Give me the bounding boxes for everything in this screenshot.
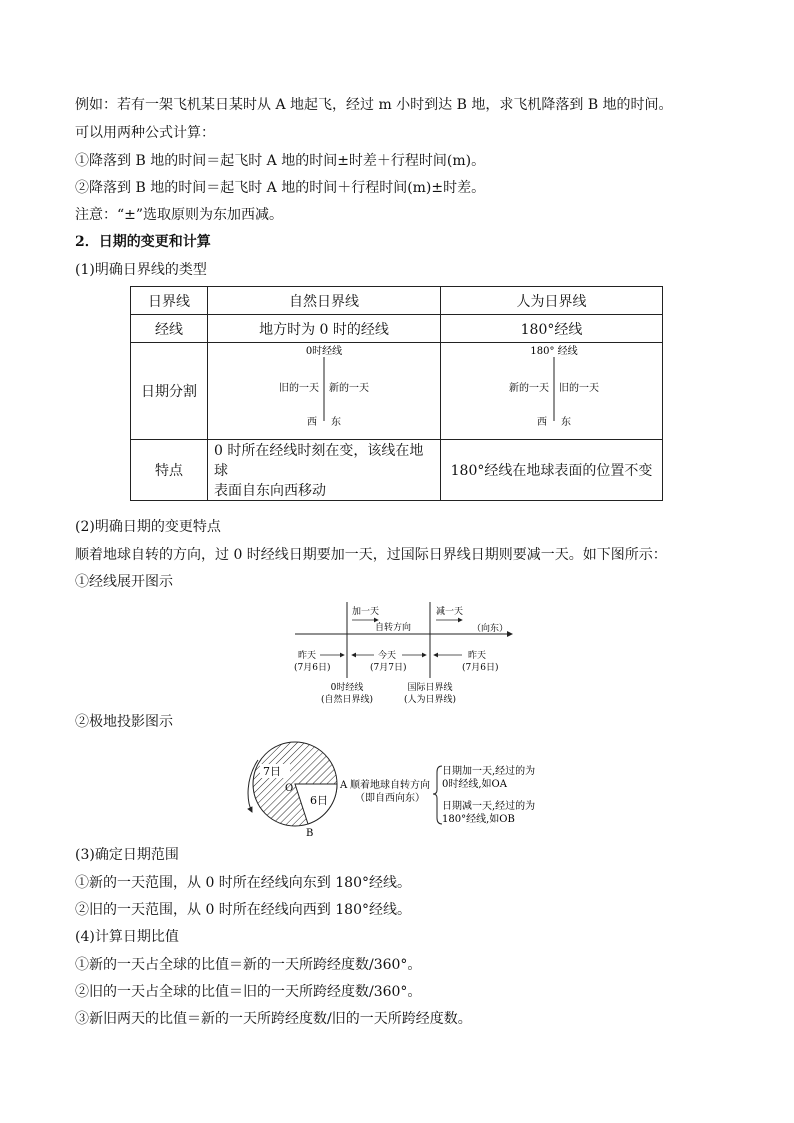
artificial-right-label: 旧的一天 [558,383,599,394]
day-7-label: 7日 [263,765,281,778]
table-cell: 自然日界线 [208,287,441,315]
date-change-text: 顺着地球自转的方向，过 0 时经线日期要加一天，过国际日界线日期则要减一天。如下图所示： [75,547,667,563]
natural-west-label: 西 [307,417,317,428]
feature-natural-line-1: 0 时所在经线时刻在变，该线在地球 [214,443,424,479]
natural-top-label: 0时经线 [305,346,343,357]
today-label: 今天 [378,651,397,661]
artificial-split-svg [444,343,660,435]
range-new-day: ①新的一天范围，从 0 时所在经线向东到 180°经线。 [75,875,411,891]
table-cell: 180°经线在地球表面的位置不变 [441,440,663,501]
table-row [131,315,663,343]
artificial-split-diagram [441,343,663,440]
table-cell [208,440,441,501]
artificial-left-label: 新的一天 [508,383,549,394]
date-left-label: (7月6日) [294,663,331,673]
day-6-label: 6日 [310,794,328,807]
subheading-4: (4)计算日期比值 [75,929,179,945]
section-2-heading: 2．日期的变更和计算 [75,234,211,250]
subtract-day-note-1: 日期减一天,经过的为 [442,801,536,812]
subtract-day-note-2: 180°经线,如OB [442,814,515,825]
natural-split-svg [209,343,439,435]
artificial-west-label: 西 [536,417,547,428]
add-day-note-1: 日期加一天,经过的为 [442,766,536,777]
artificial-top-label: 180° 经线 [529,346,578,357]
range-old-day: ②旧的一天范围，从 0 时所在经线向西到 180°经线。 [75,902,411,918]
table-cell: 日期分割 [131,343,208,440]
ratio-old-day: ②旧的一天占全球的比值＝旧的一天所跨经度数/360°。 [75,984,422,1000]
figure-2-label: ②极地投影图示 [75,714,173,730]
rotation-label: 自转方向 [375,623,412,633]
natural-right-label: 新的一天 [329,383,369,394]
date-mid-label: (7月7日) [370,663,407,673]
date-right-label: (7月6日) [462,663,499,673]
table-cell: 日界线 [131,287,208,315]
formula-1: ①降落到 B 地的时间＝起飞时 A 地的时间±时差＋行程时间(m)。 [75,153,486,169]
point-b-label: B [306,828,314,838]
point-a-label: A [340,780,348,791]
figure-1-label: ①经线展开图示 [75,574,173,590]
table-cell: 经线 [131,315,208,343]
natural-east-label: 东 [331,417,341,428]
artificial-date-line-label: (人为日界线) [403,695,457,705]
yesterday-left-label: 昨天 [298,651,317,661]
zero-hour-line-label: 0时经线 [330,683,364,693]
subheading-1: (1)明确日界线的类型 [75,262,207,278]
ratio-new-old: ③新旧两天的比值＝新的一天所跨经度数/旧的一天所跨经度数。 [75,1011,472,1027]
subtract-day-label: 减一天 [436,607,464,617]
subheading-3: (3)确定日期范围 [75,847,179,863]
international-date-line-label: 国际日界线 [407,683,453,693]
table-cell: 人为日界线 [441,287,663,315]
table-cell: 地方时为 0 时的经线 [208,315,441,343]
polar-projection-figure [238,738,558,838]
date-line-table [130,286,663,501]
artificial-east-label: 东 [560,417,571,428]
center-o-label: O [285,783,294,794]
two-formulas-text: 可以用两种公式计算： [75,125,215,141]
table-cell: 特点 [131,440,208,501]
ratio-new-day: ①新的一天占全球的比值＝新的一天所跨经度数/360°。 [75,957,422,973]
example-paragraph: 例如：若有一架飞机某日某时从 A 地起飞，经过 m 小时到达 B 地，求飞机降落到 B 地的时间。 [75,97,673,113]
feature-natural-line-2: 表面自东向西移动 [214,483,326,499]
table-cell: 180°经线 [441,315,663,343]
natural-date-line-label: (自然日界线) [320,695,374,705]
meridian-unfolded-figure [290,600,520,708]
add-day-label: 加一天 [352,607,380,617]
table-header-row [131,287,663,315]
natural-split-diagram [208,343,441,440]
natural-left-label: 旧的一天 [279,383,319,394]
note-text: 注意：“±”选取原则为东加西减。 [75,207,284,223]
yesterday-right-label: 昨天 [468,651,487,661]
subheading-2: (2)明确日期的变更特点 [75,519,221,535]
table-row [131,440,663,501]
east-direction-label: （向东） [472,624,509,634]
formula-2: ②降落到 B 地的时间＝起飞时 A 地的时间＋行程时间(m)±时差。 [75,180,486,196]
add-day-note-2: 0时经线,如OA [442,779,507,790]
table-row [131,343,663,440]
west-to-east-label: （即自西向东） [355,793,425,804]
rotation-direction-label: 顺着地球自转方向 [350,780,430,791]
